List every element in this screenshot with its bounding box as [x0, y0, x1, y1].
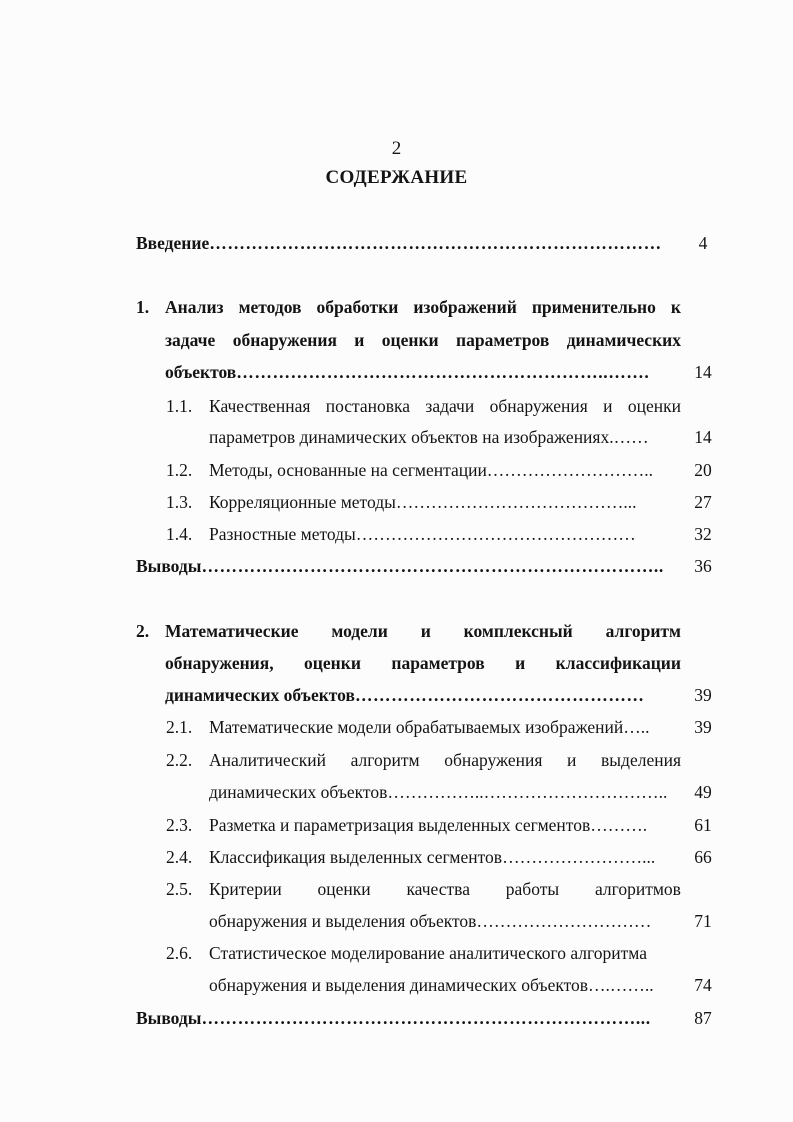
- word: обнаружения: [489, 396, 588, 416]
- toc-page-number: 14: [694, 362, 712, 382]
- word: модели: [331, 621, 388, 641]
- word: постановка: [325, 396, 411, 416]
- section-number: 2.1.: [166, 717, 193, 737]
- word: методов: [238, 297, 302, 317]
- word: Математические: [165, 621, 299, 641]
- word: параметров: [391, 653, 485, 673]
- word: динамических: [566, 330, 681, 350]
- word: обнаружения: [444, 750, 543, 770]
- toc-page-number: 32: [694, 524, 712, 544]
- word: обнаружения,: [165, 653, 274, 673]
- toc-page-number: 49: [694, 782, 712, 802]
- word: алгоритм: [605, 621, 681, 641]
- word: задаче: [165, 330, 216, 350]
- toc-page-number: 71: [694, 911, 712, 931]
- word: классификации: [555, 653, 681, 673]
- word: оценки: [627, 396, 681, 416]
- word: качества: [406, 879, 470, 899]
- dot-leader: ……………………………………………………..…….: [236, 362, 650, 382]
- section-2-1-title[interactable]: Математические модели обрабатываемых изображений…..: [209, 717, 650, 737]
- section-number: 2.3.: [166, 815, 193, 835]
- word: Качественная: [209, 396, 311, 416]
- toc-entry-conclusions-2[interactable]: [136, 1008, 681, 1030]
- page-title: СОДЕРЖАНИЕ: [325, 167, 468, 188]
- chapter-2-title-line[interactable]: [165, 621, 681, 643]
- section-number: 1.2.: [166, 460, 193, 480]
- toc-page-number: 87: [694, 1008, 712, 1028]
- word: применительно: [531, 297, 656, 317]
- word: оценки: [317, 879, 371, 899]
- word: обнаружения: [232, 330, 337, 350]
- word: Аналитический: [209, 750, 327, 770]
- chapter-2-title-line[interactable]: [165, 653, 681, 675]
- section-2-2-title-line[interactable]: динамических объектов……………..…………………………..: [209, 782, 668, 802]
- section-number: 1.1.: [166, 396, 193, 416]
- section-number: 2.6.: [166, 943, 193, 963]
- word: изображений: [413, 297, 517, 317]
- toc-page-number: 27: [694, 492, 712, 512]
- section-1-4-title[interactable]: Разностные методы…………………………………………: [209, 524, 636, 544]
- word: работы: [505, 879, 560, 899]
- toc-label: объектов: [165, 362, 237, 382]
- dot-leader: …………………………………………………………………..: [201, 556, 664, 576]
- word: оценки: [304, 653, 361, 673]
- word: и: [567, 750, 577, 770]
- chapter-1-title-line[interactable]: [165, 362, 681, 384]
- word: обработки: [316, 297, 399, 317]
- word: параметров: [456, 330, 550, 350]
- toc-page-number: 36: [694, 556, 712, 576]
- toc-page-number: 14: [694, 427, 712, 447]
- toc-page-number: 74: [694, 975, 712, 995]
- chapter-number: 1.: [136, 297, 150, 317]
- word: комплексный: [463, 621, 573, 641]
- section-1-1-title-line[interactable]: параметров динамических объектов на изображениях.……: [209, 427, 649, 447]
- toc-entry-conclusions-1[interactable]: [136, 556, 681, 578]
- section-2-4-title[interactable]: Классификация выделенных сегментов……………………...: [209, 847, 656, 867]
- section-2-6-title-line[interactable]: обнаружения и выделения динамических объектов….……..: [209, 975, 654, 995]
- word: и: [354, 330, 365, 350]
- word: и: [515, 653, 526, 673]
- toc-label: Введение: [136, 233, 210, 253]
- toc-page-number: 20: [694, 460, 712, 480]
- page-number: 2: [391, 138, 402, 159]
- section-number: 2.2.: [166, 750, 193, 770]
- word: алгоритм: [350, 750, 420, 770]
- section-2-3-title[interactable]: Разметка и параметризация выделенных сегментов……….: [209, 815, 648, 835]
- toc-page-number: 66: [694, 847, 712, 867]
- toc-page-number: 39: [694, 717, 712, 737]
- section-2-5-title-line[interactable]: обнаружения и выделения объектов…………………………: [209, 911, 652, 931]
- toc-page-number: 39: [694, 685, 712, 705]
- toc-label: Выводы: [136, 1008, 202, 1028]
- toc-label: Выводы: [136, 556, 202, 576]
- section-1-1-title-line[interactable]: [209, 396, 681, 418]
- section-2-2-title-line[interactable]: [209, 750, 681, 772]
- section-1-3-title[interactable]: Корреляционные методы…………………………………...: [209, 492, 637, 512]
- word: Критерии: [209, 879, 282, 899]
- section-number: 2.4.: [166, 847, 193, 867]
- section-number: 1.4.: [166, 524, 193, 544]
- section-2-6-title-line[interactable]: Статистическое моделирование аналитического алгоритма: [209, 943, 647, 963]
- section-number: 2.5.: [166, 879, 193, 899]
- chapter-1-title-line[interactable]: [165, 297, 681, 319]
- section-number: 1.3.: [166, 492, 193, 512]
- word: Анализ: [165, 297, 224, 317]
- section-1-2-title[interactable]: Методы, основанные на сегментации………………………..: [209, 460, 654, 480]
- chapter-number: 2.: [136, 621, 150, 641]
- word: алгоритмов: [594, 879, 681, 899]
- word: задачи: [425, 396, 475, 416]
- dot-leader: …………………………………………: [354, 685, 645, 705]
- word: оценки: [381, 330, 439, 350]
- toc-page-number: 4: [698, 233, 708, 253]
- chapter-1-title-line[interactable]: [165, 330, 681, 352]
- dot-leader: …………………………………………………………………: [209, 233, 662, 253]
- toc-entry-intro[interactable]: [136, 233, 681, 255]
- word: выделения: [601, 750, 681, 770]
- section-2-5-title-line[interactable]: [209, 879, 681, 901]
- toc-page-number: 61: [694, 815, 712, 835]
- dot-leader: ………………………………………………………………...: [201, 1008, 651, 1028]
- word: к: [670, 297, 681, 317]
- word: и: [420, 621, 431, 641]
- word: и: [603, 396, 613, 416]
- toc-label: динамических объектов: [165, 685, 355, 705]
- chapter-2-title-line[interactable]: [165, 685, 681, 707]
